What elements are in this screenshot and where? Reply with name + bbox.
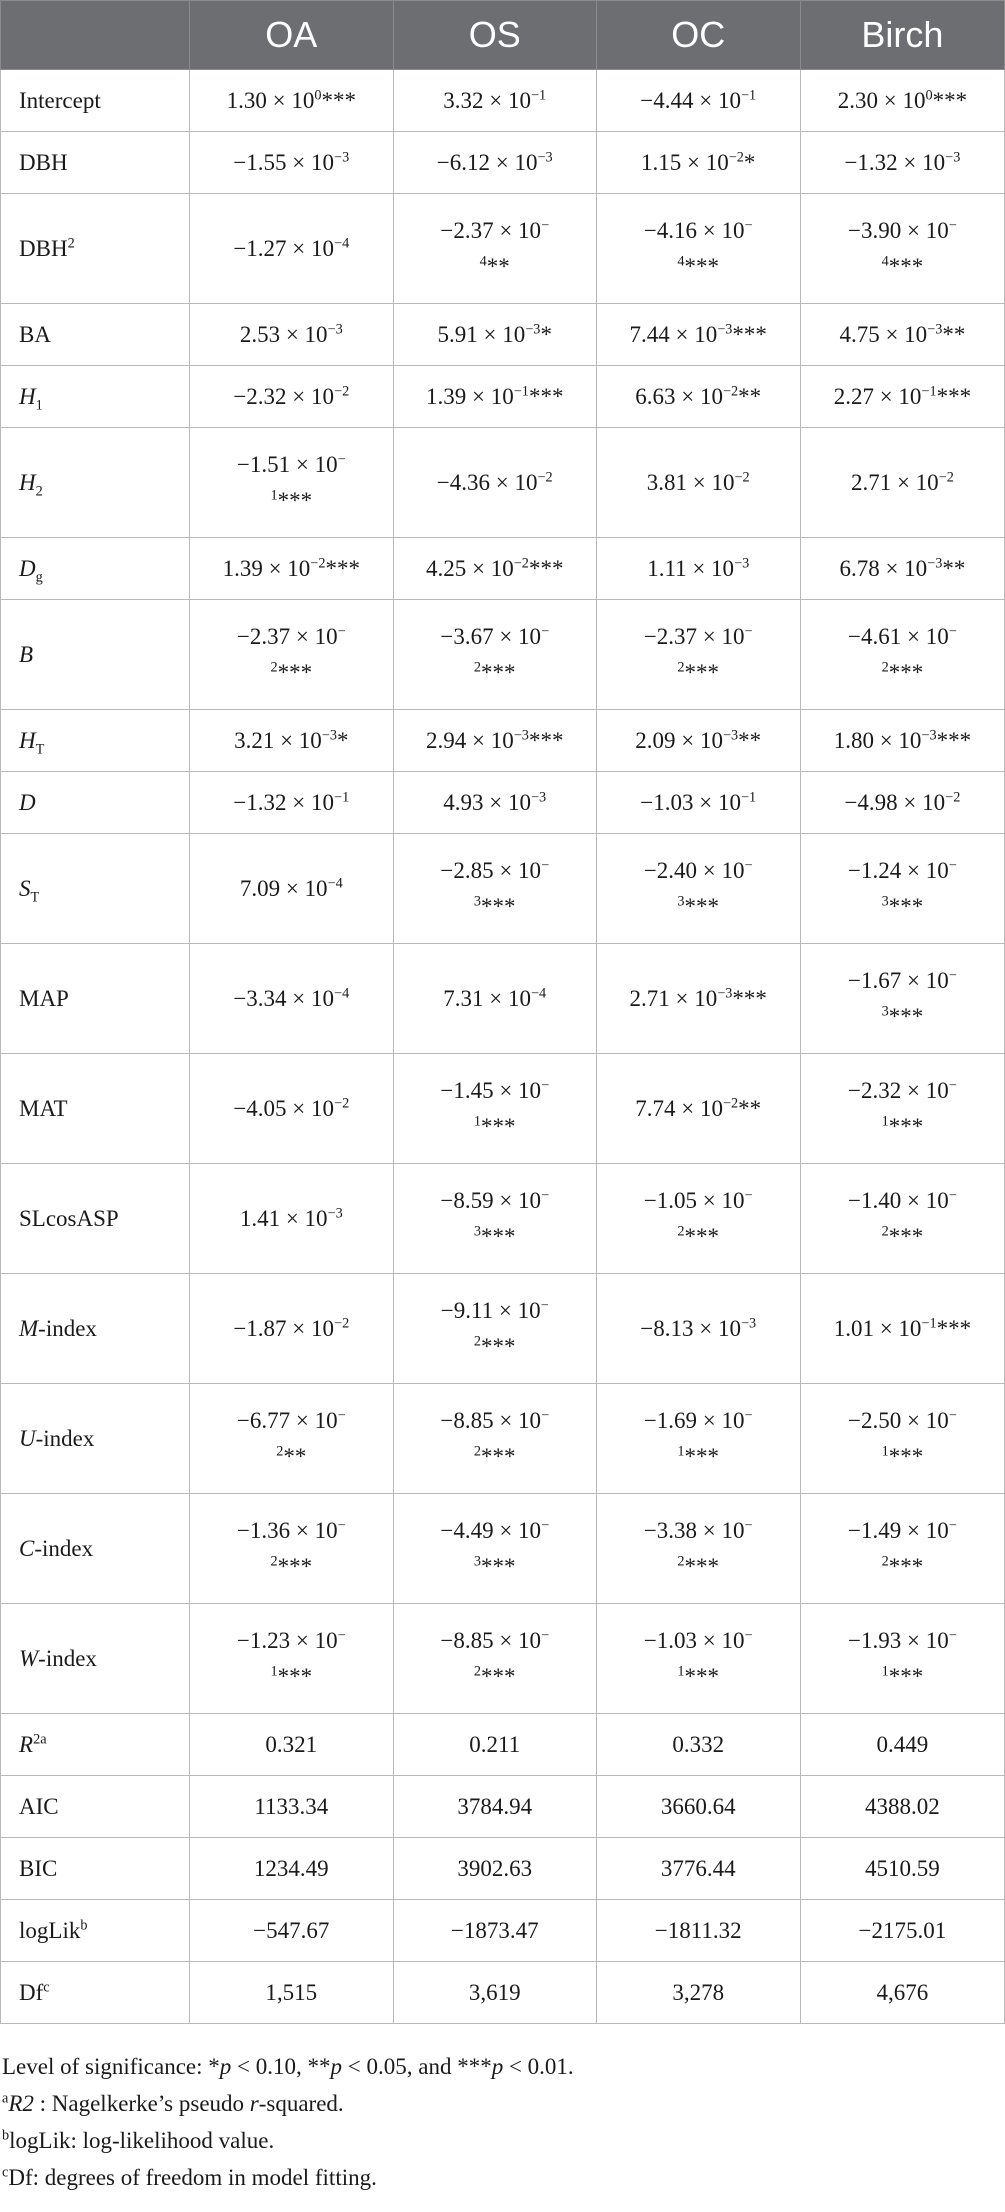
cell-oc: $1.11 \times 10^{-3}$ bbox=[596, 538, 800, 600]
cell-oa: 0.321 bbox=[189, 1714, 393, 1776]
row-label: $R^{2a}$ bbox=[1, 1714, 190, 1776]
cell-birch: $1.80 \times 10^{-3}***$ bbox=[800, 710, 1004, 772]
row-label: B bbox=[1, 600, 190, 710]
cell-os: −2.85 × 10− $^3$*** bbox=[393, 834, 596, 944]
cell-os: −1873.47 bbox=[393, 1900, 596, 1962]
cell-oa: $7.09 \times 10^{-4}$ bbox=[189, 834, 393, 944]
cell-birch: −2.50 × 10− $^1$*** bbox=[800, 1384, 1004, 1494]
cell-oc: 3660.64 bbox=[596, 1776, 800, 1838]
cell-birch: −3.90 × 10− $^4$*** bbox=[800, 194, 1004, 304]
row-label: W-index bbox=[1, 1604, 190, 1714]
cell-oa: 1133.34 bbox=[189, 1776, 393, 1838]
footnote-3: $^b$logLik: log-likelihood value. bbox=[2, 2127, 275, 2153]
table-body bbox=[1, 70, 1005, 2024]
cell-oc: $-1.03 \times 10^{-1}$ bbox=[596, 772, 800, 834]
cell-birch: −1.24 × 10− $^3$*** bbox=[800, 834, 1004, 944]
table-row-h2 bbox=[1, 428, 1005, 538]
cell-os: 0.211 bbox=[393, 1714, 596, 1776]
cell-oc: $3.81 \times 10^{-2}$ bbox=[596, 428, 800, 538]
cell-oa: 1234.49 bbox=[189, 1838, 393, 1900]
cell-oa: −1.36 × 10− $^2$*** bbox=[189, 1494, 393, 1604]
cell-oa: −6.77 × 10− $^2$** bbox=[189, 1384, 393, 1494]
cell-birch: $2.27 \times 10^{-1}***$ bbox=[800, 366, 1004, 428]
table-footnotes bbox=[0, 2048, 1005, 2196]
header-cell: OA bbox=[189, 1, 393, 70]
cell-oc: −4.16 × 10− $^4$*** bbox=[596, 194, 800, 304]
cell-oc: −1.03 × 10− $^1$*** bbox=[596, 1604, 800, 1714]
cell-birch: $2.30 \times 10^0***$ bbox=[800, 70, 1004, 132]
row-label: DBH bbox=[1, 132, 190, 194]
table-row-ba bbox=[1, 304, 1005, 366]
cell-birch: −2.32 × 10− $^1$*** bbox=[800, 1054, 1004, 1164]
cell-oc: $7.74 \times 10^{-2}**$ bbox=[596, 1054, 800, 1164]
row-label: Intercept bbox=[1, 70, 190, 132]
cell-oc: $6.63 \times 10^{-2}**$ bbox=[596, 366, 800, 428]
table-row-r2 bbox=[1, 1714, 1005, 1776]
table-row-map bbox=[1, 944, 1005, 1054]
cell-birch: $-4.98 \times 10^{-2}$ bbox=[800, 772, 1004, 834]
cell-oc: $1.15 \times 10^{-2}*$ bbox=[596, 132, 800, 194]
table-row-w-index bbox=[1, 1604, 1005, 1714]
cell-birch: 4388.02 bbox=[800, 1776, 1004, 1838]
cell-oc: −2.40 × 10− $^3$*** bbox=[596, 834, 800, 944]
cell-oa: $2.53 \times 10^{-3}$ bbox=[189, 304, 393, 366]
row-label: C-index bbox=[1, 1494, 190, 1604]
cell-os: $-4.36 \times 10^{-2}$ bbox=[393, 428, 596, 538]
cell-oa: $-1.55 \times 10^{-3}$ bbox=[189, 132, 393, 194]
cell-birch: $1.01 \times 10^{-1}***$ bbox=[800, 1274, 1004, 1384]
cell-birch: $6.78 \times 10^{-3}**$ bbox=[800, 538, 1004, 600]
cell-os: −9.11 × 10− $^2$*** bbox=[393, 1274, 596, 1384]
cell-os: −8.59 × 10− $^3$*** bbox=[393, 1164, 596, 1274]
cell-os: 3784.94 bbox=[393, 1776, 596, 1838]
footnote-4: $^c$Df: degrees of freedom in model fitting. bbox=[2, 2164, 377, 2190]
cell-oa: −547.67 bbox=[189, 1900, 393, 1962]
cell-os: $4.93 \times 10^{-3}$ bbox=[393, 772, 596, 834]
table-row-mat bbox=[1, 1054, 1005, 1164]
cell-oa: $1.30 \times 10^0***$ bbox=[189, 70, 393, 132]
table-row-c-index bbox=[1, 1494, 1005, 1604]
cell-oa: $-1.27 \times 10^{-4}$ bbox=[189, 194, 393, 304]
header-cell: Birch bbox=[800, 1, 1004, 70]
cell-oc: 0.332 bbox=[596, 1714, 800, 1776]
header-cell: OC bbox=[596, 1, 800, 70]
table-row-bic bbox=[1, 1838, 1005, 1900]
cell-oc: −1811.32 bbox=[596, 1900, 800, 1962]
cell-os: $1.39 \times 10^{-1}***$ bbox=[393, 366, 596, 428]
cell-oa: $-3.34 \times 10^{-4}$ bbox=[189, 944, 393, 1054]
row-label: BIC bbox=[1, 1838, 190, 1900]
table-header-row bbox=[1, 1, 1005, 70]
cell-oa: $-1.87 \times 10^{-2}$ bbox=[189, 1274, 393, 1384]
cell-oc: $-8.13 \times 10^{-3}$ bbox=[596, 1274, 800, 1384]
table-row-h1 bbox=[1, 366, 1005, 428]
cell-os: $4.25 \times 10^{-2}***$ bbox=[393, 538, 596, 600]
table-row-dbh bbox=[1, 132, 1005, 194]
cell-os: $2.94 \times 10^{-3}***$ bbox=[393, 710, 596, 772]
table-row-loglik bbox=[1, 1900, 1005, 1962]
table-row-dg bbox=[1, 538, 1005, 600]
cell-birch: −1.40 × 10− $^2$*** bbox=[800, 1164, 1004, 1274]
cell-birch: −1.67 × 10− $^3$*** bbox=[800, 944, 1004, 1054]
table-row-b bbox=[1, 600, 1005, 710]
cell-os: −2.37 × 10− $^4$** bbox=[393, 194, 596, 304]
cell-os: $5.91 \times 10^{-3}*$ bbox=[393, 304, 596, 366]
cell-oc: −1.05 × 10− $^2$*** bbox=[596, 1164, 800, 1274]
cell-oa: $1.41 \times 10^{-3}$ bbox=[189, 1164, 393, 1274]
cell-oa: $-1.32 \times 10^{-1}$ bbox=[189, 772, 393, 834]
row-label: DBH$^2$ bbox=[1, 194, 190, 304]
row-label: AIC bbox=[1, 1776, 190, 1838]
cell-oa: −1.51 × 10− $^1$*** bbox=[189, 428, 393, 538]
cell-oc: $2.09 \times 10^{-3}**$ bbox=[596, 710, 800, 772]
cell-os: 3902.63 bbox=[393, 1838, 596, 1900]
cell-os: −8.85 × 10− $^2$*** bbox=[393, 1384, 596, 1494]
row-label: D bbox=[1, 772, 190, 834]
row-label: $H_1$ bbox=[1, 366, 190, 428]
cell-oc: −3.38 × 10− $^2$*** bbox=[596, 1494, 800, 1604]
cell-oa: −1.23 × 10− $^1$*** bbox=[189, 1604, 393, 1714]
cell-oc: −2.37 × 10− $^2$*** bbox=[596, 600, 800, 710]
header-cell: OS bbox=[393, 1, 596, 70]
table-row-u-index bbox=[1, 1384, 1005, 1494]
cell-os: $-6.12 \times 10^{-3}$ bbox=[393, 132, 596, 194]
cell-os: −4.49 × 10− $^3$*** bbox=[393, 1494, 596, 1604]
table-row-aic bbox=[1, 1776, 1005, 1838]
row-label: U-index bbox=[1, 1384, 190, 1494]
cell-os: −8.85 × 10− $^2$*** bbox=[393, 1604, 596, 1714]
cell-os: $7.31 \times 10^{-4}$ bbox=[393, 944, 596, 1054]
table-row-m-index bbox=[1, 1274, 1005, 1384]
cell-os: $3.32 \times 10^{-1}$ bbox=[393, 70, 596, 132]
table-row-dbh2 bbox=[1, 194, 1005, 304]
cell-birch: 4510.59 bbox=[800, 1838, 1004, 1900]
row-label: MAT bbox=[1, 1054, 190, 1164]
cell-oa: $-4.05 \times 10^{-2}$ bbox=[189, 1054, 393, 1164]
cell-os: −1.45 × 10− $^1$*** bbox=[393, 1054, 596, 1164]
cell-birch: −2175.01 bbox=[800, 1900, 1004, 1962]
footnote-1: Level of significance: *p < 0.10, **p < 0.05, and ***p < 0.01. bbox=[2, 2054, 574, 2079]
cell-oa: −2.37 × 10− $^2$*** bbox=[189, 600, 393, 710]
cell-oc: 3,278 bbox=[596, 1962, 800, 2024]
table-row-st bbox=[1, 834, 1005, 944]
row-label: SLcosASP bbox=[1, 1164, 190, 1274]
cell-birch: 4,676 bbox=[800, 1962, 1004, 2024]
cell-birch: 0.449 bbox=[800, 1714, 1004, 1776]
cell-birch: −1.49 × 10− $^2$*** bbox=[800, 1494, 1004, 1604]
cell-oc: 3776.44 bbox=[596, 1838, 800, 1900]
row-label: $H_2$ bbox=[1, 428, 190, 538]
cell-birch: $4.75 \times 10^{-3}**$ bbox=[800, 304, 1004, 366]
cell-oc: −1.69 × 10− $^1$*** bbox=[596, 1384, 800, 1494]
cell-birch: −4.61 × 10− $^2$*** bbox=[800, 600, 1004, 710]
row-label: MAP bbox=[1, 944, 190, 1054]
cell-oc: $7.44 \times 10^{-3}***$ bbox=[596, 304, 800, 366]
cell-os: 3,619 bbox=[393, 1962, 596, 2024]
cell-birch: −1.93 × 10− $^1$*** bbox=[800, 1604, 1004, 1714]
cell-oa: $3.21 \times 10^{-3}*$ bbox=[189, 710, 393, 772]
cell-birch: $2.71 \times 10^{-2}$ bbox=[800, 428, 1004, 538]
cell-oc: $-4.44 \times 10^{-1}$ bbox=[596, 70, 800, 132]
row-label: M-index bbox=[1, 1274, 190, 1384]
table-row-ht bbox=[1, 710, 1005, 772]
cell-oa: $1.39 \times 10^{-2}***$ bbox=[189, 538, 393, 600]
header-cell bbox=[1, 1, 190, 70]
row-label: $D_g$ bbox=[1, 538, 190, 600]
footnote-2: $^a$R2 : Nagelkerke’s pseudo r-squared. bbox=[2, 2090, 344, 2116]
row-label: BA bbox=[1, 304, 190, 366]
cell-os: −3.67 × 10− $^2$*** bbox=[393, 600, 596, 710]
row-label: logLik$^b$ bbox=[1, 1900, 190, 1962]
cell-oa: $-2.32 \times 10^{-2}$ bbox=[189, 366, 393, 428]
row-label: Df$^c$ bbox=[1, 1962, 190, 2024]
table-row-slcosasp bbox=[1, 1164, 1005, 1274]
cell-oa: 1,515 bbox=[189, 1962, 393, 2024]
table-row-intercept bbox=[1, 70, 1005, 132]
row-label: $S_T$ bbox=[1, 834, 190, 944]
cell-birch: $-1.32 \times 10^{-3}$ bbox=[800, 132, 1004, 194]
table-row-df bbox=[1, 1962, 1005, 2024]
cell-oc: $2.71 \times 10^{-3}***$ bbox=[596, 944, 800, 1054]
table-row-d bbox=[1, 772, 1005, 834]
row-label: $H_T$ bbox=[1, 710, 190, 772]
